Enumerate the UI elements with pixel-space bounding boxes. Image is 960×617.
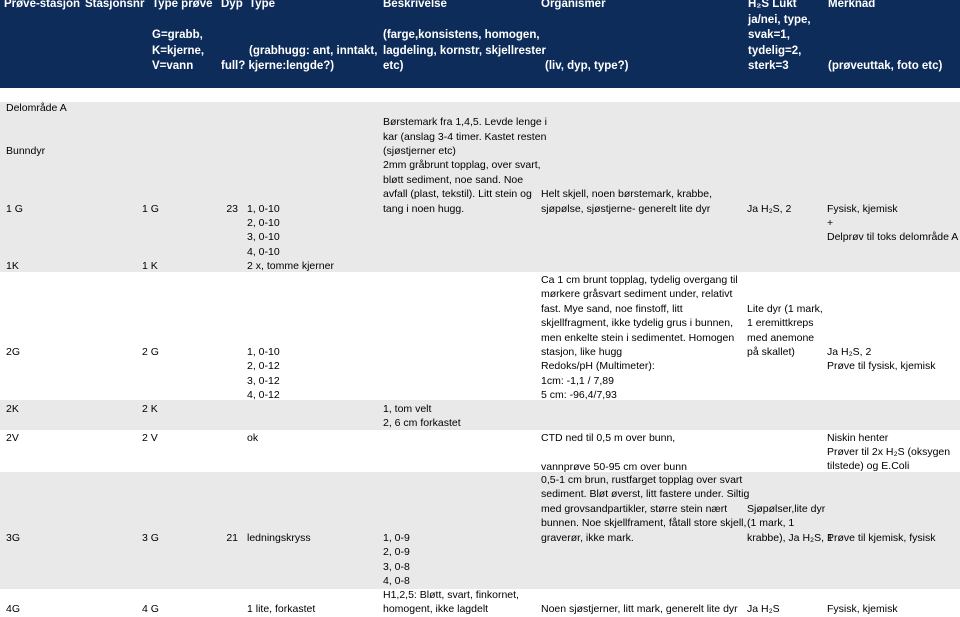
- row-2g-nr: 2 G: [142, 346, 159, 358]
- row-1g-organismer: Helt skjell, noen børstemark, krabbe, sjøpølse, sjøstjerne- generelt lite dyr: [541, 188, 712, 215]
- row-3g-organismer: 0,5-1 cm brun, rustfarget topplag over svart sediment. Bløt øverst, litt fastere under. Siltig med grovsandpartikler, større stein nært bunnen. Noe skjellframent, fåtall store skjell, graverør, ikke mark.: [541, 474, 750, 544]
- row-4g-type: 1 lite, forkastet: [247, 603, 316, 615]
- header-type: Type: [249, 0, 275, 10]
- row-3g-h2s: Sjøpølser,lite dyr (1 mark, 1 krabbe), Ja H₂S, 1: [747, 503, 833, 544]
- row-2v-stasjon: 2V: [6, 432, 19, 444]
- header-type-prove: Type prøve G=grabb, K=kjerne, V=vann: [152, 0, 213, 73]
- row-3g-type: ledningskryss: [247, 532, 311, 544]
- row-1g-merknad: Fysisk, kjemisk + Delprøv til toks delområde A: [827, 202, 959, 244]
- row-2v-merknad2: Prøver til 2x H₂S (oksygen tilstede) og E.Coli: [827, 446, 951, 473]
- header-merknad-sub: (prøveuttak, foto etc): [828, 60, 943, 73]
- section-title: Delområde A: [6, 102, 67, 114]
- header-stasjonsnr: Stasjonsnr: [85, 0, 145, 10]
- header-type-sub: (grabhugg: ant, inntakt,: [249, 44, 378, 57]
- header-organismer: Organismer: [541, 0, 606, 10]
- row-2g-merknad: Ja H₂S, 2 Prøve til fysisk, kjemisk: [827, 346, 936, 373]
- row-1g-nr: 1 G: [142, 202, 159, 215]
- row-2v-organismer: CTD ned til 0,5 m over bunn,: [541, 432, 676, 444]
- row-2g-stasjon: 2G: [6, 346, 21, 358]
- bunndyr-label: Bunndyr: [6, 145, 46, 157]
- table-header: [0, 0, 960, 88]
- row-1k-nr: 1 K: [142, 260, 158, 272]
- row-1g-dyp: 23: [226, 202, 238, 215]
- row-1g-beskrivelse: Børstemark fra 1,4,5. Levde lenge i kar (anslag 3-4 timer. Kastet resten (sjøstjerner etc) 2mm gråbrunt topplag, over svart, bløtt sediment, noe sand. Noe avfall (plast, tekstil). Litt stein og tang i noen hugg.: [383, 116, 547, 215]
- row-3g-beskrivelse: 1, 0-9 2, 0-9 3, 0-8 4, 0-8: [383, 532, 410, 588]
- row-1g-h2s: Ja H₂S, 2: [747, 202, 792, 215]
- row-2k-beskrivelse: 1, tom velt 2, 6 cm forkastet: [383, 403, 461, 430]
- row-1g-type: 1, 0-10 2, 0-10 3, 0-10 4, 0-10: [247, 202, 280, 258]
- header-prove-stasjon: Prøve-stasjon: [4, 0, 81, 10]
- header-organismer-sub: (liv, dyp, type?): [545, 60, 629, 73]
- row-2v-nr: 2 V: [142, 432, 158, 444]
- row-2k-nr: 2 K: [142, 403, 158, 415]
- header-beskrivelse: Beskrivelse (farge,konsistens, homogen, lagdeling, kornstr, skjellrester etc): [383, 0, 546, 73]
- row-4g-h2s: Ja H₂S: [747, 603, 780, 615]
- row-2v-type: ok: [247, 432, 259, 444]
- row-4g-merknad: Fysisk, kjemisk: [827, 603, 898, 615]
- row-2k-stasjon: 2K: [6, 403, 19, 415]
- row-2g-organismer: Ca 1 cm brunt topplag, tydelig overgang til mørkere gråsvart sediment under, relativt fast. Mye sand, noe finstoff, litt skjellfragment, ikke tydelig grus i bunnen, men enkelte stein i sedimentet. Homogen stasjon, like hugg Redoks/pH (Multimeter): 1cm: -1,1 / 7,89 5 cm: -96,4/7,93: [541, 274, 738, 402]
- row-3g-merknad: Prøve til kjemisk, fysisk: [827, 532, 936, 544]
- row-4g-organismer: Noen sjøstjerner, litt mark, generelt lite dyr: [541, 603, 738, 615]
- row-3g-nr: 3 G: [142, 532, 159, 544]
- row-4g-beskrivelse: H1,2,5: Bløtt, svart, finkornet, homogent, ikke lagdelt: [383, 589, 519, 616]
- row-2g-type: 1, 0-10 2, 0-12 3, 0-12 4, 0-12: [247, 346, 280, 402]
- row-1k-stasjon: 1K: [6, 260, 19, 272]
- header-dyp-sub: full? kjerne:lengde?): [221, 60, 335, 73]
- row-3g-dyp: 21: [226, 532, 238, 544]
- header-merknad: Merknad: [828, 0, 876, 10]
- row-3g-stasjon: 3G: [6, 532, 21, 544]
- row-4g-nr: 4 G: [142, 603, 159, 615]
- row-4g-stasjon: 4G: [6, 603, 21, 615]
- row-2v-merknad: Niskin henter: [827, 432, 889, 444]
- header-h2s: H₂S Lukt ja/nei, type, svak=1, tydelig=2, sterk=3: [748, 0, 811, 73]
- header-dyp: Dyp: [221, 0, 243, 10]
- row-2g-h2s: Lite dyr (1 mark, 1 eremittkreps med anemone på skallet): [747, 303, 823, 359]
- row-1g-stasjon: 1 G: [6, 202, 23, 215]
- row-2v-vannprove: vannprøve 50-95 cm over bunn: [541, 461, 687, 473]
- row-1k-type: 2 x, tomme kjerner: [247, 260, 334, 272]
